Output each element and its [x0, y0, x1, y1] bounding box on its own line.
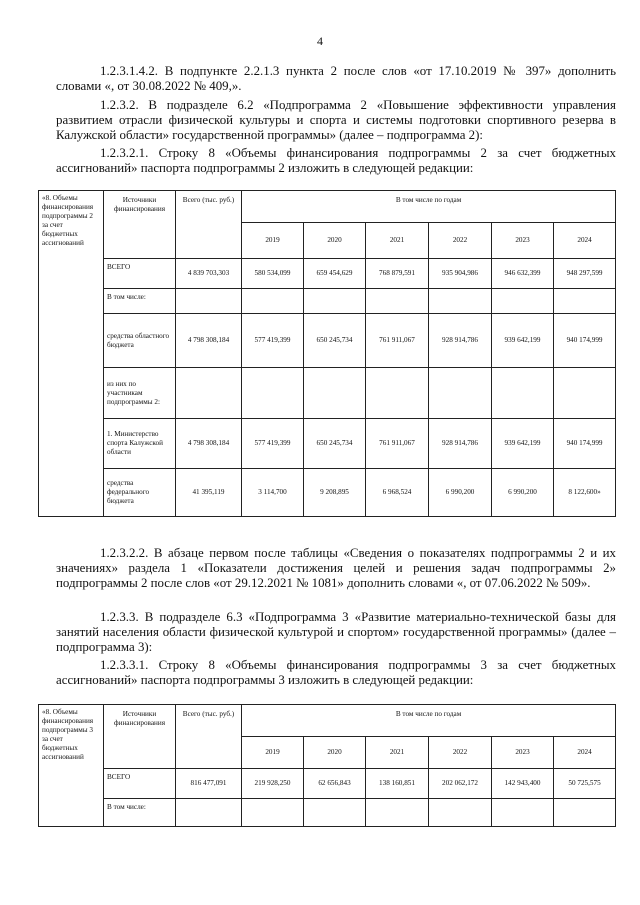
table1-year-2020: 2020 [304, 223, 366, 259]
page-number: 4 [317, 34, 323, 48]
table-row [39, 419, 616, 469]
table1-total-value: 4 839 703,303 [176, 259, 242, 289]
table1-year-2022: 2022 [429, 223, 492, 259]
table2-year-2019: 2019 [242, 737, 304, 769]
table2-cell: 138 160,851 [366, 769, 429, 799]
table1-cell: 768 879,591 [366, 259, 429, 289]
table1-cell: 3 114,700 [242, 469, 304, 517]
table1-total-value: 4 798 308,184 [176, 419, 242, 469]
table2-year-2024: 2024 [554, 737, 616, 769]
paragraph-1: 1.2.3.1.4.2. В подпункте 2.2.1.3 пункта 2 после слов «от 17.10.2019 № 397» дополнить словами «, от 30.08.2022 № 409,». [56, 64, 616, 94]
table1-source-label: средства областного бюджета [104, 314, 176, 368]
table1-source-label: 1. Министерство спорта Калужской области [104, 419, 176, 469]
table1-header-years-group: В том числе по годам [242, 191, 616, 223]
table1-year-2021: 2021 [366, 223, 429, 259]
table1-header-total: Всего (тыс. руб.) [176, 191, 242, 259]
table1-header-sources: Источники финансирования [104, 191, 176, 259]
table1-total-value: 41 395,119 [176, 469, 242, 517]
table1-cell: 761 911,067 [366, 314, 429, 368]
table1-cell: 577 419,399 [242, 314, 304, 368]
table2-header-total: Всего (тыс. руб.) [176, 705, 242, 769]
paragraph-4: 1.2.3.2.2. В абзаце первом после таблицы «Сведения о показателях подпрограммы 2 и их значениях» раздела 1 «Показатели достижения целей и решения задач подпрограммы 2» подпрограммы 2 после слов «от 29.12.2021 № 1081» дополнить словами «, от 07.06.2022 № 509». [56, 546, 616, 591]
table1-cell: 928 914,786 [429, 314, 492, 368]
table2-row-title: «8. Объемы финансирования подпрограммы 3 за счет бюджетных ассигнований [39, 705, 104, 827]
table-row [39, 314, 616, 368]
table1-cell: 8 122,600» [554, 469, 616, 517]
table-row [39, 368, 616, 419]
table1-cell: 659 454,629 [304, 259, 366, 289]
table1-cell: 577 419,399 [242, 419, 304, 469]
table1-total-value: 4 798 308,184 [176, 314, 242, 368]
table1-year-2023: 2023 [492, 223, 554, 259]
table2-cell: 62 656,843 [304, 769, 366, 799]
table2-cell: 202 062,172 [429, 769, 492, 799]
table1-source-label: ВСЕГО [104, 259, 176, 289]
table1-cell: 580 534,099 [242, 259, 304, 289]
table1-cell: 940 174,999 [554, 419, 616, 469]
table2-year-2023: 2023 [492, 737, 554, 769]
table-row [39, 289, 616, 314]
table2-header-sources: Источники финансирования [104, 705, 176, 769]
table2-year-2021: 2021 [366, 737, 429, 769]
table2-source-label: ВСЕГО [104, 769, 176, 799]
paragraph-6: 1.2.3.3.1. Строку 8 «Объемы финансирования подпрограммы 3 за счет бюджетных ассигнований» паспорта подпрограммы 3 изложить в следующей редакции: [56, 658, 616, 688]
table1-cell: 6 990,200 [429, 469, 492, 517]
table2-header-years-group: В том числе по годам [242, 705, 616, 737]
table1-cell: 928 914,786 [429, 419, 492, 469]
table2-cell: 50 725,575 [554, 769, 616, 799]
table1-cell: 948 297,599 [554, 259, 616, 289]
table1-cell: 946 632,399 [492, 259, 554, 289]
table2-cell: 142 943,400 [492, 769, 554, 799]
table2-source-label: В том числе: [104, 799, 176, 827]
table1-cell: 6 990,200 [492, 469, 554, 517]
table1-cell: 939 642,199 [492, 314, 554, 368]
table2-cell: 219 928,250 [242, 769, 304, 799]
table1-cell: 935 904,986 [429, 259, 492, 289]
table1-year-2024: 2024 [554, 223, 616, 259]
paragraph-3: 1.2.3.2.1. Строку 8 «Объемы финансирования подпрограммы 2 за счет бюджетных ассигнований» паспорта подпрограммы 2 изложить в следующей редакции: [56, 146, 616, 176]
table1-source-label: средства федерального бюджета [104, 469, 176, 517]
table-row [39, 769, 616, 799]
table1-cell: 9 208,895 [304, 469, 366, 517]
paragraph-2: 1.2.3.2. В подразделе 6.2 «Подпрограмма 2 «Повышение эффективности управления развитием отрасли физической культуры и спорта и системы подготовки спортивного резерва в Калужской области» государственной программы» (далее – подпрограмма 2): [56, 98, 616, 143]
table1-source-label: из них по участникам подпрограммы 2: [104, 368, 176, 419]
table2-year-2022: 2022 [429, 737, 492, 769]
table1-cell: 761 911,067 [366, 419, 429, 469]
table-row [39, 799, 616, 827]
paragraph-5: 1.2.3.3. В подразделе 6.3 «Подпрограмма 3 «Развитие материально-технической базы для занятий населения области физической культурой и спортом» государственной программы» (далее – подпрограмма 3): [56, 610, 616, 655]
table1-source-label: В том числе: [104, 289, 176, 314]
table1-year-2019: 2019 [242, 223, 304, 259]
table-row [39, 469, 616, 517]
table2-total-value: 816 477,091 [176, 769, 242, 799]
table1-cell: 650 245,734 [304, 314, 366, 368]
financing-table-subprogram-3 [38, 704, 616, 827]
table2-year-2020: 2020 [304, 737, 366, 769]
table1-cell: 650 245,734 [304, 419, 366, 469]
table-row [39, 259, 616, 289]
table1-cell: 939 642,199 [492, 419, 554, 469]
table1-row-title: «8. Объемы финансирования подпрограммы 2 за счет бюджетных ассигнований [39, 191, 104, 517]
table1-cell: 940 174,999 [554, 314, 616, 368]
table1-cell: 6 968,524 [366, 469, 429, 517]
financing-table-subprogram-2 [38, 190, 616, 517]
